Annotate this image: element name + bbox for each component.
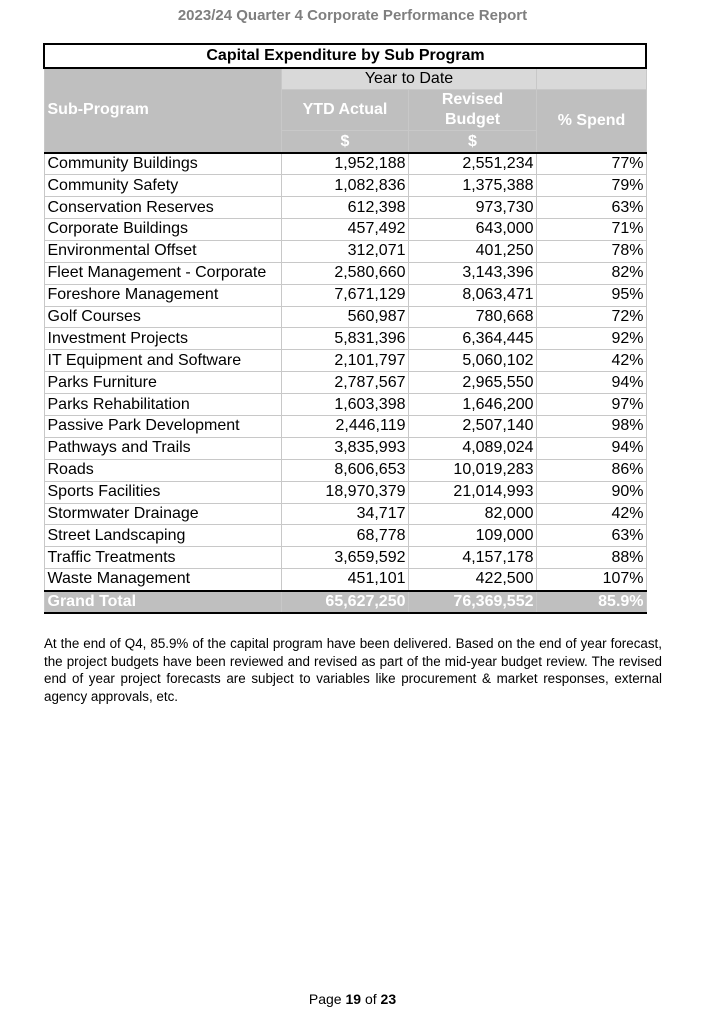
row-percent-spend: 94%	[536, 372, 646, 394]
row-ytd-actual: 1,603,398	[281, 394, 408, 416]
row-percent-spend: 71%	[536, 218, 646, 240]
header-revised-budget	[408, 90, 536, 131]
row-revised-budget: 4,157,178	[408, 547, 536, 569]
table-title: Capital Expenditure by Sub Program	[44, 44, 646, 68]
grand-total-budget: 76,369,552	[408, 591, 536, 613]
row-percent-spend: 42%	[536, 350, 646, 372]
row-ytd-actual: 2,101,797	[281, 350, 408, 372]
row-percent-spend: 72%	[536, 306, 646, 328]
row-sub-program: Community Safety	[44, 175, 281, 197]
row-ytd-actual: 612,398	[281, 197, 408, 219]
table-row	[44, 437, 646, 459]
report-title: 2023/24 Quarter 4 Corporate Performance Report	[177, 7, 528, 24]
header-sub-program: Sub-Program	[44, 68, 281, 153]
row-sub-program: IT Equipment and Software	[44, 350, 281, 372]
row-percent-spend: 88%	[536, 547, 646, 569]
row-revised-budget: 2,507,140	[408, 415, 536, 437]
table-row	[44, 197, 646, 219]
table-row	[44, 569, 646, 591]
row-percent-spend: 82%	[536, 262, 646, 284]
table-row	[44, 175, 646, 197]
row-ytd-actual: 68,778	[281, 525, 408, 547]
row-sub-program: Parks Rehabilitation	[44, 394, 281, 416]
row-sub-program: Community Buildings	[44, 153, 281, 175]
row-percent-spend: 78%	[536, 240, 646, 262]
row-ytd-actual: 312,071	[281, 240, 408, 262]
row-sub-program: Golf Courses	[44, 306, 281, 328]
row-revised-budget: 422,500	[408, 569, 536, 591]
row-percent-spend: 97%	[536, 394, 646, 416]
row-sub-program: Investment Projects	[44, 328, 281, 350]
row-percent-spend: 94%	[536, 437, 646, 459]
row-percent-spend: 63%	[536, 525, 646, 547]
row-ytd-actual: 7,671,129	[281, 284, 408, 306]
row-revised-budget: 2,551,234	[408, 153, 536, 175]
row-ytd-actual: 8,606,653	[281, 459, 408, 481]
table-row	[44, 218, 646, 240]
row-sub-program: Conservation Reserves	[44, 197, 281, 219]
row-ytd-actual: 2,580,660	[281, 262, 408, 284]
row-sub-program: Corporate Buildings	[44, 218, 281, 240]
table-row	[44, 459, 646, 481]
row-percent-spend: 79%	[536, 175, 646, 197]
row-revised-budget: 109,000	[408, 525, 536, 547]
row-revised-budget: 401,250	[408, 240, 536, 262]
row-revised-budget: 1,646,200	[408, 394, 536, 416]
row-ytd-actual: 5,831,396	[281, 328, 408, 350]
page-footer	[0, 991, 705, 1007]
row-percent-spend: 95%	[536, 284, 646, 306]
row-ytd-actual: 2,787,567	[281, 372, 408, 394]
header-revised-label: Revised	[441, 91, 504, 109]
grand-total-row	[44, 591, 646, 613]
header-currency-ytd: $	[281, 131, 408, 153]
row-sub-program: Roads	[44, 459, 281, 481]
row-revised-budget: 82,000	[408, 503, 536, 525]
row-sub-program: Parks Furniture	[44, 372, 281, 394]
row-sub-program: Environmental Offset	[44, 240, 281, 262]
row-revised-budget: 1,375,388	[408, 175, 536, 197]
row-revised-budget: 8,063,471	[408, 284, 536, 306]
row-percent-spend: 92%	[536, 328, 646, 350]
row-percent-spend: 98%	[536, 415, 646, 437]
header-blank-cell	[536, 68, 646, 90]
table-row	[44, 328, 646, 350]
row-ytd-actual: 457,492	[281, 218, 408, 240]
group-header-row	[44, 68, 646, 90]
page-of: of	[364, 991, 377, 1007]
row-revised-budget: 973,730	[408, 197, 536, 219]
table-row	[44, 547, 646, 569]
table-row	[44, 284, 646, 306]
row-ytd-actual: 1,082,836	[281, 175, 408, 197]
row-sub-program: Fleet Management - Corporate	[44, 262, 281, 284]
grand-total-ytd: 65,627,250	[281, 591, 408, 613]
table-row	[44, 306, 646, 328]
table-row	[44, 240, 646, 262]
header-currency-budget: $	[408, 131, 536, 153]
row-sub-program: Pathways and Trails	[44, 437, 281, 459]
row-sub-program: Passive Park Development	[44, 415, 281, 437]
page-total: 23	[380, 991, 397, 1007]
row-ytd-actual: 3,659,592	[281, 547, 408, 569]
table-row	[44, 153, 646, 175]
header-budget-label: Budget	[444, 111, 501, 129]
table-row	[44, 372, 646, 394]
row-revised-budget: 10,019,283	[408, 459, 536, 481]
row-revised-budget: 643,000	[408, 218, 536, 240]
row-sub-program: Sports Facilities	[44, 481, 281, 503]
row-sub-program: Waste Management	[44, 569, 281, 591]
row-percent-spend: 63%	[536, 197, 646, 219]
capital-expenditure-table	[43, 43, 647, 614]
row-sub-program: Traffic Treatments	[44, 547, 281, 569]
row-ytd-actual: 560,987	[281, 306, 408, 328]
header-ytd-actual-label: YTD Actual	[302, 101, 388, 119]
table-row	[44, 503, 646, 525]
row-revised-budget: 4,089,024	[408, 437, 536, 459]
row-sub-program: Foreshore Management	[44, 284, 281, 306]
row-ytd-actual: 1,952,188	[281, 153, 408, 175]
table-row	[44, 394, 646, 416]
row-ytd-actual: 3,835,993	[281, 437, 408, 459]
row-sub-program: Stormwater Drainage	[44, 503, 281, 525]
row-ytd-actual: 34,717	[281, 503, 408, 525]
row-percent-spend: 90%	[536, 481, 646, 503]
row-ytd-actual: 451,101	[281, 569, 408, 591]
row-percent-spend: 107%	[536, 569, 646, 591]
table-title-row	[44, 44, 646, 68]
row-sub-program: Street Landscaping	[44, 525, 281, 547]
row-revised-budget: 3,143,396	[408, 262, 536, 284]
page-label: Page	[308, 991, 342, 1007]
row-percent-spend: 86%	[536, 459, 646, 481]
grand-total-spend: 85.9%	[536, 591, 646, 613]
row-revised-budget: 21,014,993	[408, 481, 536, 503]
row-ytd-actual: 2,446,119	[281, 415, 408, 437]
row-revised-budget: 780,668	[408, 306, 536, 328]
row-ytd-actual: 18,970,379	[281, 481, 408, 503]
row-percent-spend: 77%	[536, 153, 646, 175]
page-current: 19	[345, 991, 362, 1007]
table-row	[44, 262, 646, 284]
table-row	[44, 481, 646, 503]
row-percent-spend: 42%	[536, 503, 646, 525]
row-revised-budget: 5,060,102	[408, 350, 536, 372]
header-ytd-actual	[281, 90, 408, 131]
row-revised-budget: 2,965,550	[408, 372, 536, 394]
table-row	[44, 525, 646, 547]
row-revised-budget: 6,364,445	[408, 328, 536, 350]
header-percent-spend: % Spend	[536, 90, 646, 153]
table-row	[44, 415, 646, 437]
grand-total-label: Grand Total	[44, 591, 281, 613]
summary-paragraph: At the end of Q4, 85.9% of the capital program have been delivered. Based on the end of year forecast, the project budgets have been reviewed and revised as part of the mid-year budget review. The revised end of year project forecasts are subject to variables like procurement & market responses, external agency approvals, etc.	[44, 636, 662, 704]
table-row	[44, 350, 646, 372]
header-year-to-date: Year to Date	[281, 68, 536, 90]
